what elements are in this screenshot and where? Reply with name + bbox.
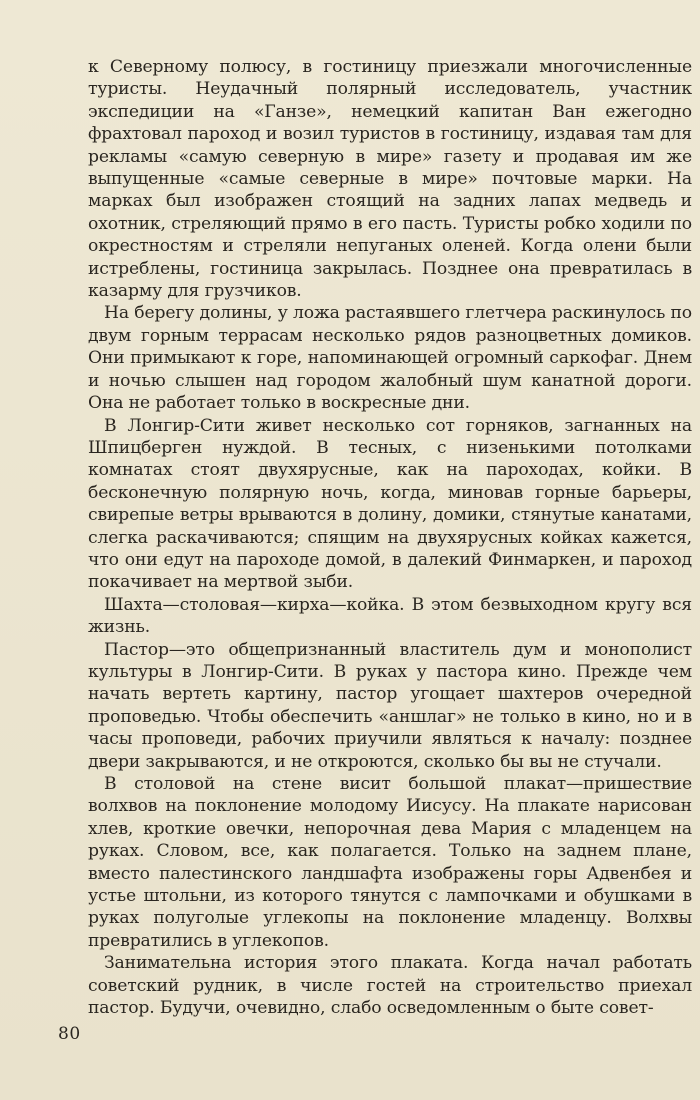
paragraph-valley-houses: На берегу долины, у ложа растаявшего глетчера раскинулось по двум горным террасам несколько рядов разноцветных домиков. Они примыкают к горе, напоминающей огромный саркофаг. Днем и ночью слышен над городом жалобный шум канатной дороги. Она не работает только в воскресные дни. xyxy=(88,303,692,414)
paragraph-pastor: Пастор—это общепризнанный властитель дум и монополист культуры в Лонгир-Сити. В руках у пастора кино. Прежде чем начать вертеть картину, пастор угощает шахтеров очередной проповедью. Чтобы обеспечить «аншлаг» не только в кино, но и в часы проповеди, рабочих приучили являться к началу: позднее двери закрываются, и не откроются, сколько бы вы не стучали. xyxy=(88,639,692,772)
page-body-text xyxy=(88,56,692,1019)
paragraph-miners-life: В Лонгир-Сити живет несколько сот горняков, загнанных на Шпицберген нуждой. В тесных, с низенькими потолками комнатах стоят двухярусные, как на пароходах, койки. В бесконечную полярную ночь, когда, миновав горные барьеры, свирепые ветры врываются в долину, домики, стянутые канатами, слегка раскачиваются; спящим на двухярусных койках кажется, что они едут на пароходе домой, в далекий Финмаркен, и пароход покачивает на мертвой зыби. xyxy=(88,415,692,593)
page-number: 80 xyxy=(58,1024,81,1044)
paragraph-life-circle: Шахта—столовая—кирха—койка. В этом безвыходном кругу вся жизнь. xyxy=(88,594,692,638)
paragraph-poster-history: Занимательна история этого плаката. Когда начал работать советский рудник, в числе гостей на строительство приехал пастор. Будучи, очевидно, слабо осведомленным о быте совет- xyxy=(88,953,692,1019)
paragraph-poster: В столовой на стене висит большой плакат—пришествие волхвов на поклонение молодому Иисусу. На плакате нарисован хлев, кроткие овечки, непорочная дева Мария с младенцем на руках. Словом, все, как полагается. Только на заднем плане, вместо палестинского ландшафта изображены горы Адвенбея и устье штольни, из которого тянутся с лампочками и обушками в руках полуголые углекопы на поклонение младенцу. Волхвы превратились в углекопов. xyxy=(88,774,692,951)
paragraph-continuation: к Северному полюсу, в гостиницу приезжали многочисленные туристы. Неудачный полярный исследователь, участник экспедиции на «Ганзе», немецкий капитан Ван ежегодно фрахтовал пароход и возил туристов в гостиницу, издавая там для рекламы «самую северную в мире» газету и продавая им же выпущенные «самые северные в мире» почтовые марки. На марках был изображен стоящий на задних лапах медведь и охотник, стреляющий прямо в его пасть. Туристы робко ходили по окрестностям и стреляли непуганых оленей. Когда олени были истреблены, гостиница закрылась. Позднее она превратилась в казарму для грузчиков. xyxy=(88,57,692,302)
